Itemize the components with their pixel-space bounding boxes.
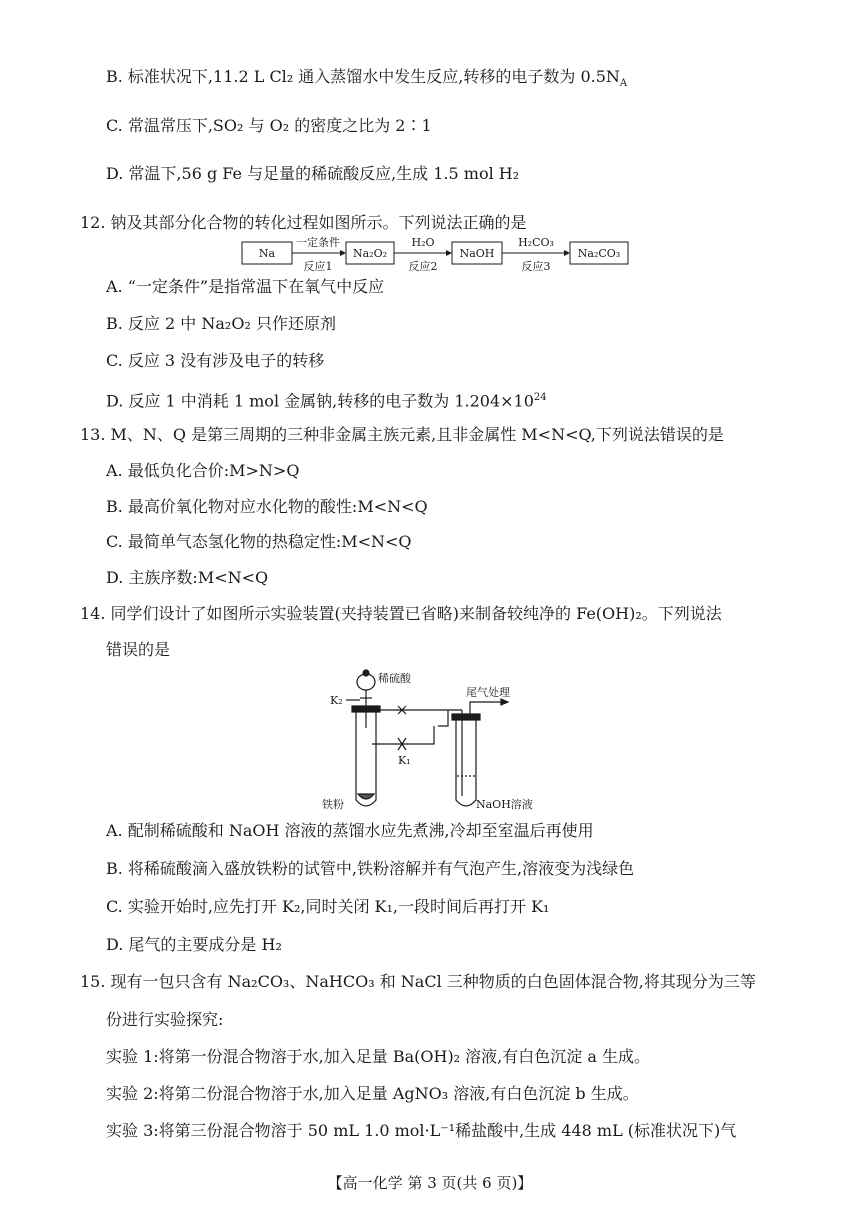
connecting-tube-k1	[372, 726, 434, 744]
right-test-tube	[456, 718, 476, 806]
connecting-tube-top	[374, 710, 462, 726]
q15-experiment-2: 实验 2:将第二份混合物溶于水,加入足量 AgNO₃ 溶液,有白色沉淀 b 生成。	[106, 1084, 639, 1103]
label-iron-powder: 铁粉	[322, 798, 344, 811]
label-naoh-solution: NaOH溶液	[476, 798, 533, 811]
q14-option-c: C. 实验开始时,应先打开 K₂,同时关闭 K₁,一段时间后再打开 K₁	[106, 897, 550, 916]
label-k2: K₂	[330, 694, 343, 707]
q15-stem-line2: 份进行实验探究:	[106, 1010, 224, 1029]
q14-stem-line2: 错误的是	[106, 640, 171, 659]
q13-option-a: A. 最低负化合价:M>N>Q	[106, 461, 300, 480]
q14-option-a: A. 配制稀硫酸和 NaOH 溶液的蒸馏水应先煮沸,冷却至室温后再使用	[106, 821, 594, 840]
q12-option-b: B. 反应 2 中 Na₂O₂ 只作还原剂	[106, 314, 336, 333]
q14-apparatus-diagram	[316, 668, 546, 818]
page-footer: 【高一化学 第 3 页(共 6 页)】	[327, 1174, 533, 1192]
flow-arrow2-bottom: 反应2	[408, 260, 438, 273]
q12-stem: 12. 钠及其部分化合物的转化过程如图所示。下列说法正确的是	[80, 213, 527, 232]
q13-option-d: D. 主族序数:M<N<Q	[106, 568, 269, 587]
q12-option-a: A. “一定条件”是指常温下在氧气中反应	[106, 277, 385, 296]
label-k1: K₁	[398, 754, 411, 767]
right-stopper	[452, 714, 480, 720]
q15-stem-line1: 15. 现有一包只含有 Na₂CO₃、NaHCO₃ 和 NaCl 三种物质的白色固体混合物,将其现分为三等	[80, 972, 756, 991]
q11-option-d: D. 常温下,56 g Fe 与足量的稀硫酸反应,生成 1.5 mol H₂	[106, 164, 520, 183]
flow-arrow3-top: H₂CO₃	[518, 236, 554, 249]
q12-flow-diagram	[236, 232, 636, 280]
q12-option-c: C. 反应 3 没有涉及电子的转移	[106, 351, 325, 370]
q11-option-b: B. 标准状况下,11.2 L Cl₂ 通入蒸馏水中发生反应,转移的电子数为 $0.5N_A$	[106, 67, 628, 90]
flow-arrow2-top: H₂O	[411, 236, 435, 249]
label-dilute-sulfuric-acid: 稀硫酸	[378, 672, 411, 685]
q11-option-c: C. 常温常压下,SO₂ 与 O₂ 的密度之比为 2∶1	[106, 116, 432, 135]
flow-label-naoh: NaOH	[459, 247, 495, 260]
flow-arrow1-bottom: 反应1	[303, 260, 333, 273]
q14-option-d: D. 尾气的主要成分是 H₂	[106, 935, 282, 954]
q13-option-b: B. 最高价氧化物对应水化物的酸性:M<N<Q	[106, 497, 428, 516]
q13-option-c: C. 最简单气态氢化物的热稳定性:M<N<Q	[106, 532, 412, 551]
flow-label-na2co3: Na₂CO₃	[577, 247, 621, 260]
q13-stem: 13. M、N、Q 是第三周期的三种非金属主族元素,且非金属性 M<N<Q,下列说法错误的是	[80, 425, 724, 444]
tail-gas-tube	[470, 702, 502, 714]
flow-arrow3-bottom: 反应3	[521, 260, 551, 273]
q12-option-d: D. 反应 1 中消耗 1 mol 金属钠,转移的电子数为 $1.204\times 10^{24}$	[106, 391, 547, 411]
iron-powder	[358, 794, 374, 799]
q15-experiment-1: 实验 1:将第一份混合物溶于水,加入足量 Ba(OH)₂ 溶液,有白色沉淀 a 生成。	[106, 1047, 650, 1066]
q14-stem-line1: 14. 同学们设计了如图所示实验装置(夹持装置已省略)来制备较纯净的 Fe(OH)₂。下列说法	[80, 604, 722, 623]
flow-label-na: Na	[258, 247, 276, 260]
q14-option-b: B. 将稀硫酸滴入盛放铁粉的试管中,铁粉溶解并有气泡产生,溶液变为浅绿色	[106, 859, 635, 878]
label-tail-gas: 尾气处理	[466, 686, 510, 699]
q15-experiment-3: 实验 3:将第三份混合物溶于 50 mL 1.0 mol·L⁻¹稀盐酸中,生成 448 mL (标准状况下)气	[106, 1121, 737, 1140]
flow-arrow1-top: 一定条件	[296, 236, 340, 249]
flow-label-na2o2: Na₂O₂	[352, 247, 388, 260]
